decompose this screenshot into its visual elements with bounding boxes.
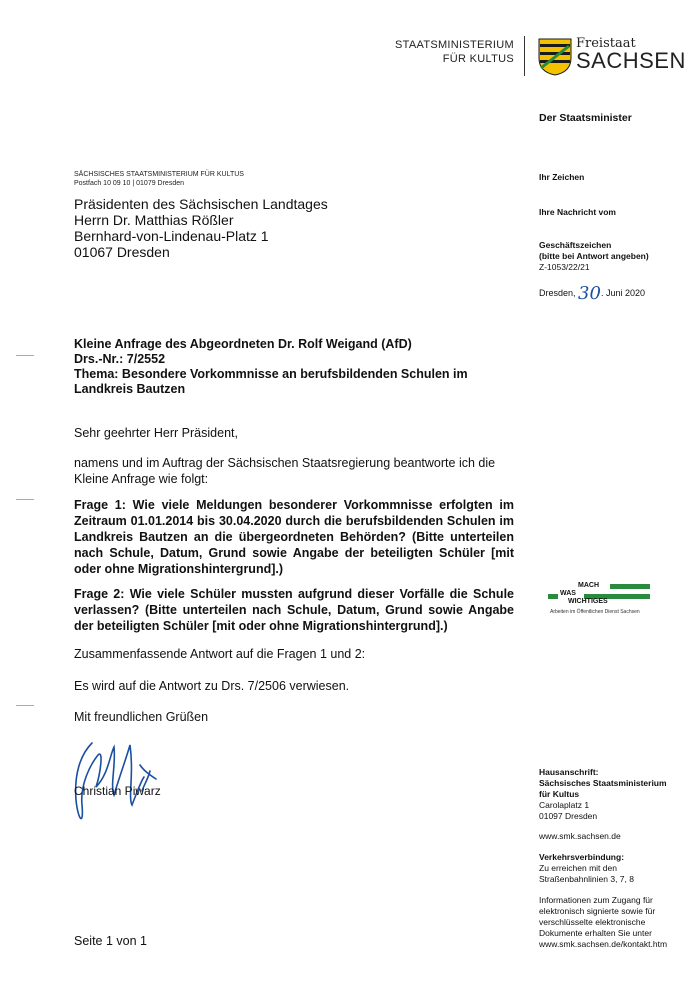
date-prefix: Dresden,	[539, 288, 576, 298]
subject-line-3: Thema: Besondere Vorkommnisse an berufsbildenden Schulen im	[74, 367, 468, 381]
saxony-crest-icon	[538, 38, 572, 76]
info-line-2: elektronisch signierte sowie für	[539, 906, 656, 916]
state-label-small: Freistaat	[576, 36, 636, 51]
ministry-line-2: FÜR KULTUS	[442, 53, 514, 65]
answer-text: Es wird auf die Antwort zu Drs. 7/2506 verwiesen.	[74, 679, 350, 693]
return-address	[74, 170, 244, 188]
subject-block	[74, 337, 494, 397]
subject-line-1: Kleine Anfrage des Abgeordneten Dr. Rolf Weigand (AfD)	[74, 337, 412, 351]
ministry-line-1: STAATSMINISTERIUM	[395, 39, 514, 51]
info-line-3: verschlüsselte elektronische	[539, 917, 646, 927]
date-suffix: . Juni 2020	[600, 288, 645, 298]
date-day-handwritten: 30	[578, 283, 601, 304]
campaign-bar	[610, 584, 650, 589]
geschaeftszeichen-value: Z-1053/22/21	[539, 262, 590, 272]
campaign-bar	[548, 594, 558, 599]
transport-label: Verkehrsverbindung:	[539, 852, 625, 862]
sender-role: Der Staatsminister	[539, 112, 632, 124]
fold-mark	[16, 355, 34, 356]
state-label-large: SACHSEN	[576, 48, 686, 73]
recipient-address	[74, 196, 328, 260]
campaign-word-3: WICHTIGES	[568, 598, 608, 605]
geschaeftszeichen-hint: (bitte bei Antwort angeben)	[539, 251, 649, 261]
campaign-word-2: WAS	[560, 590, 576, 597]
recipient-line-2: Herrn Dr. Matthias Rößler	[74, 212, 234, 228]
recipient-line-4: 01067 Dresden	[74, 244, 170, 260]
contact-link[interactable]: www.smk.sachsen.de/kontakt.htm	[539, 939, 668, 949]
recipient-line-3: Bernhard-von-Lindenau-Platz 1	[74, 228, 269, 244]
ministry-name	[388, 38, 514, 66]
salutation: Sehr geehrter Herr Präsident,	[74, 426, 238, 440]
ihre-nachricht-label: Ihre Nachricht vom	[539, 207, 616, 217]
closing: Mit freundlichen Grüßen	[74, 710, 209, 724]
answer-heading: Zusammenfassende Antwort auf die Fragen 1 und 2:	[74, 647, 366, 661]
house-address-line-2: für Kultus	[539, 789, 580, 799]
header-divider	[524, 36, 525, 76]
geschaeftszeichen-label: Geschäftszeichen	[539, 240, 612, 250]
question-1: Frage 1: Wie viele Meldungen besonderer Vorkommnisse erfolgten im Zeitraum 01.01.2014 bis 30.04.2020 durch die berufsbildenden Schulen im Landkreis Bautzen an die übergeordneten Behörden? (Bitte unterteilen nach Schule, Datum, Grund sowie Angabe der beteiligten Schüler [mit oder ohne Migrationshintergrund].)	[74, 498, 514, 576]
recipient-line-1: Präsidenten des Sächsischen Landtages	[74, 196, 328, 212]
subject-line-4: Landkreis Bautzen	[74, 382, 186, 396]
question-2: Frage 2: Wie viele Schüler mussten aufgrund dieser Vorfälle die Schule verlassen? (Bitte unterteilen nach Schule, Datum, Grund sowie Angabe der beteiligten Schüler [mit oder ohne Migrationshintergrund].)	[74, 587, 514, 633]
return-address-line-2: Postfach 10 09 10 | 01079 Dresden	[74, 180, 185, 187]
house-address	[539, 767, 667, 822]
reference-block	[539, 240, 649, 273]
ihr-zeichen-label: Ihr Zeichen	[539, 172, 585, 182]
intro-paragraph: namens und im Auftrag der Sächsischen Staatsregierung beantworte ich die Kleine Anfrage wie folgt:	[74, 456, 496, 486]
transport-line-1: Zu erreichen mit den	[539, 863, 617, 873]
transport-line-2: Straßenbahnlinien 3, 7, 8	[539, 874, 634, 884]
letter-date	[539, 280, 645, 304]
electronic-access-info	[539, 895, 667, 950]
website-link[interactable]: www.smk.sachsen.de	[539, 831, 621, 841]
house-address-line-4: 01097 Dresden	[539, 811, 598, 821]
house-address-line-1: Sächsisches Staatsministerium	[539, 778, 667, 788]
campaign-logo	[548, 582, 656, 622]
signer-name: Christian Piwarz	[74, 784, 161, 798]
transport-info	[539, 852, 634, 885]
info-line-4: Dokumente erhalten Sie unter	[539, 928, 652, 938]
house-address-line-3: Carolaplatz 1	[539, 800, 590, 810]
page-number: Seite 1 von 1	[74, 934, 147, 948]
info-line-1: Informationen zum Zugang für	[539, 895, 653, 905]
campaign-word-1: MACH	[578, 582, 599, 589]
punch-mark	[16, 499, 34, 500]
subject-line-2: Drs.-Nr.: 7/2552	[74, 352, 166, 366]
campaign-tagline: Arbeiten im Öffentlichen Dienst Sachsen	[550, 609, 640, 615]
house-address-label: Hausanschrift:	[539, 767, 599, 777]
return-address-line-1: SÄCHSISCHES STAATSMINISTERIUM FÜR KULTUS	[74, 171, 244, 178]
fold-mark	[16, 705, 34, 706]
